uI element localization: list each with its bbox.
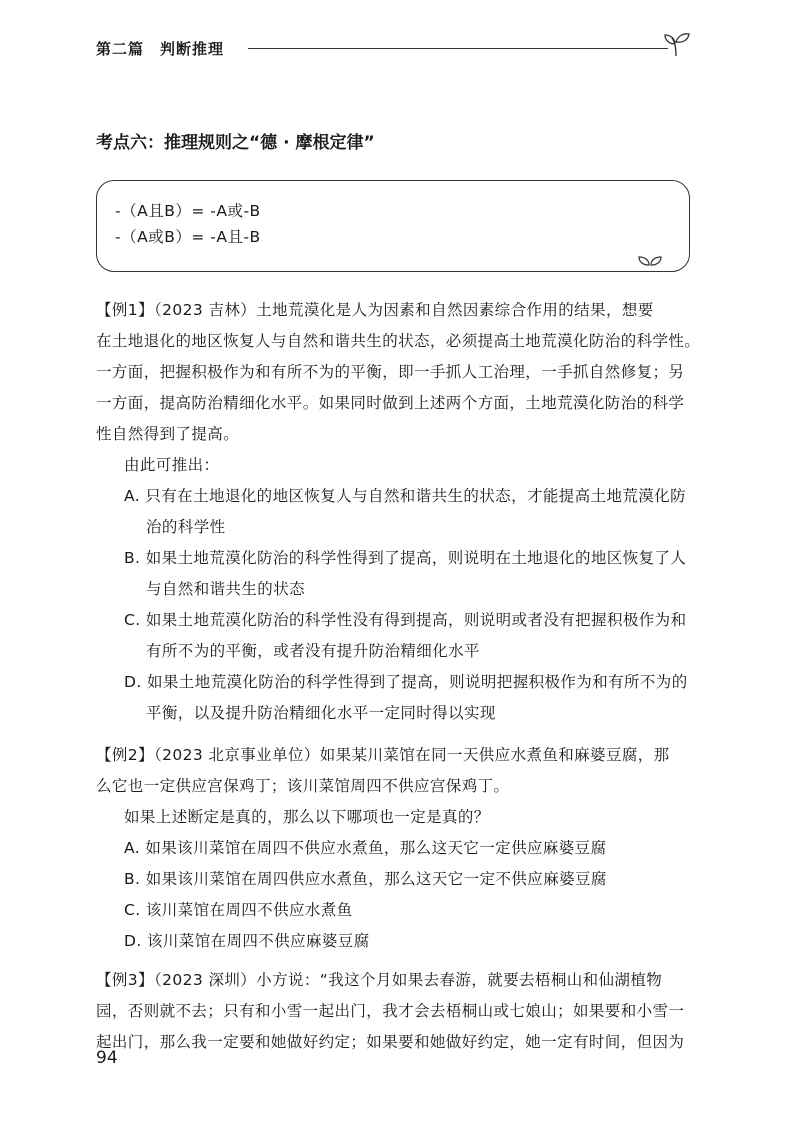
example3-stem-line: 【例3】（2023 深圳）小方说：“我这个月如果去春游，就要去梧桐山和仙湖植物 bbox=[96, 971, 663, 989]
example1-stem-line: 一方面，提高防治精细化水平。如果同时做到上述两个方面，土地荒漠化防治的科学 bbox=[96, 394, 685, 412]
example3-stem-line: 园，否则就不去；只有和小雪一起出门，我才会去梧桐山或七娘山；如果要和小雪一 bbox=[96, 1002, 685, 1020]
rule-line-2: -（A或B）= -A且-B bbox=[115, 228, 261, 246]
header-rule bbox=[248, 48, 668, 49]
section-title: 考点六：推理规则之“德 · 摩根定律” bbox=[96, 133, 375, 153]
example1-question: 由此可推出： bbox=[124, 456, 220, 474]
rule-box bbox=[96, 180, 690, 272]
example1-option-a-cont: 治的科学性 bbox=[146, 518, 226, 536]
leaf-icon bbox=[637, 253, 663, 267]
example1-stem-line: 【例1】（2023 吉林）土地荒漠化是人为因素和自然因素综合作用的结果，想要 bbox=[96, 301, 654, 319]
example1-option-d-cont: 平衡，以及提升防治精细化水平一定同时得以实现 bbox=[146, 704, 496, 722]
example1-option-b: B. 如果土地荒漠化防治的科学性得到了提高，则说明在土地退化的地区恢复了人 bbox=[124, 549, 687, 567]
sprout-icon bbox=[662, 30, 692, 58]
header-title: 第二篇 判断推理 bbox=[96, 40, 225, 58]
example1-stem-line: 一方面，把握积极作为和有所不为的平衡，即一手抓人工治理，一手抓自然修复；另 bbox=[96, 363, 685, 381]
example2-stem-line: 【例2】（2023 北京事业单位）如果某川菜馆在同一天供应水煮鱼和麻婆豆腐，那 bbox=[96, 746, 670, 764]
example2-option-a: A. 如果该川菜馆在周四不供应水煮鱼，那么这天它一定供应麻婆豆腐 bbox=[124, 839, 607, 857]
example2-option-c: C. 该川菜馆在周四不供应水煮鱼 bbox=[124, 901, 353, 919]
running-header bbox=[96, 28, 696, 62]
example1-stem-line: 在土地退化的地区恢复人与自然和谐共生的状态，必须提高土地荒漠化防治的科学性。 bbox=[96, 332, 701, 350]
example3-stem-line: 起出门，那么我一定要和她做好约定；如果要和她做好约定，她一定有时间，但因为 bbox=[96, 1033, 685, 1051]
example1-option-b-cont: 与自然和谐共生的状态 bbox=[146, 580, 306, 598]
example2-option-b: B. 如果该川菜馆在周四供应水煮鱼，那么这天它一定不供应麻婆豆腐 bbox=[124, 870, 607, 888]
example1-option-d: D. 如果土地荒漠化防治的科学性得到了提高，则说明把握积极作为和有所不为的 bbox=[124, 673, 688, 691]
example1-option-c-cont: 有所不为的平衡，或者没有提升防治精细化水平 bbox=[146, 642, 480, 660]
example2-question: 如果上述断定是真的，那么以下哪项也一定是真的？ bbox=[124, 808, 490, 826]
example1-option-a: A. 只有在土地退化的地区恢复人与自然和谐共生的状态，才能提高土地荒漠化防 bbox=[124, 487, 686, 505]
rule-line-1: -（A且B）= -A或-B bbox=[115, 202, 261, 220]
example1-stem-line: 性自然得到了提高。 bbox=[96, 425, 240, 443]
example2-stem-line: 么它也一定供应宫保鸡丁；该川菜馆周四不供应宫保鸡丁。 bbox=[96, 777, 510, 795]
example1-option-c: C. 如果土地荒漠化防治的科学性没有得到提高，则说明或者没有把握积极作为和 bbox=[124, 611, 687, 629]
example2-option-d: D. 该川菜馆在周四不供应麻婆豆腐 bbox=[124, 932, 370, 950]
page-number: 94 bbox=[96, 1048, 118, 1068]
